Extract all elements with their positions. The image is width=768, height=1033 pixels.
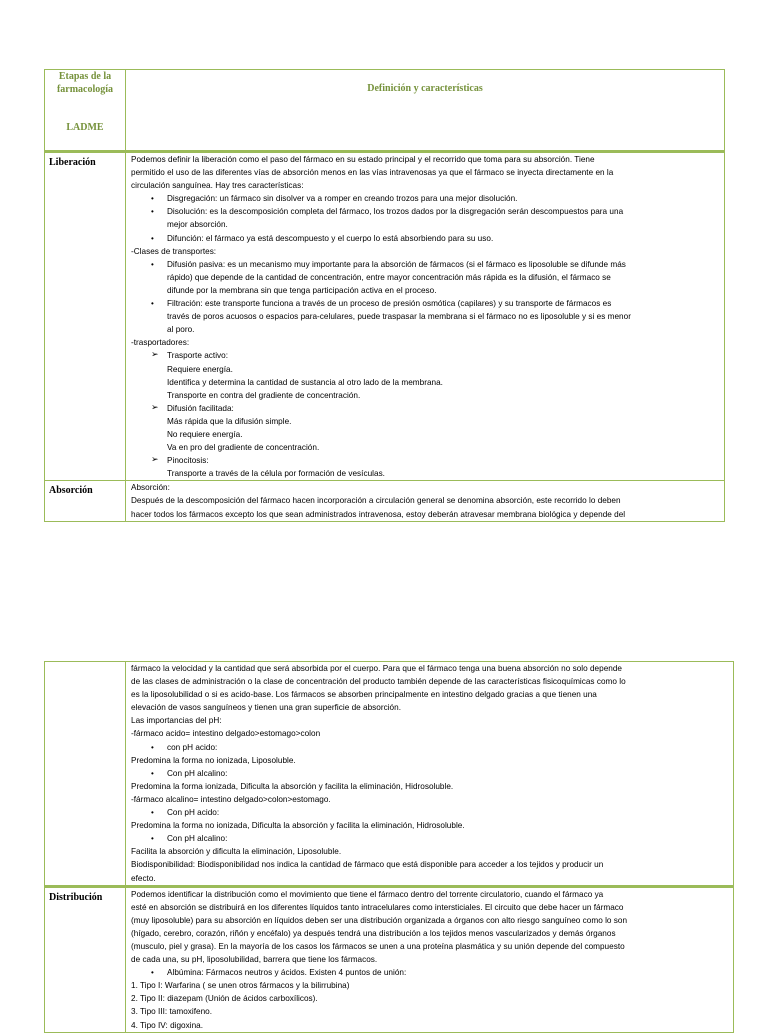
list-item: 4. Tipo IV: digoxina.	[131, 1020, 204, 1030]
bullet-continuation: difunde por la membrana sin que tenga participación activa en el proceso.	[167, 285, 437, 295]
distribucion-row	[45, 886, 734, 1032]
header-stage-cell	[45, 70, 126, 152]
bullet-continuation: al poro.	[167, 325, 195, 335]
arrow-continuation: Va en pro del gradiente de concentración.	[167, 443, 320, 453]
text-line: fármaco la velocidad y la cantidad que será absorbida por el cuerpo. Para que el fármaco tenga una buena absorción no solo depende	[131, 664, 622, 673]
text-line: (muy liposoluble) para su absorción en líquidos deben ser una distribución organizada a órganos con alto riesgo sanguíneo como lo son	[131, 915, 628, 925]
text-line: -Clases de transportes:	[131, 246, 217, 256]
text-line: Después de la descomposición del fármaco hacen incorporación a circulación general se denomina absorción, este recorrido lo deben	[131, 496, 621, 506]
text-line: de cada una, su pH, liposolubilidad, barrera que tiene los fármacos.	[131, 955, 378, 965]
text-line: Absorción:	[131, 483, 170, 493]
header-definition-cell	[126, 70, 725, 152]
bullet-item: • Con pH acido:	[131, 806, 729, 819]
text-line: -trasportadores:	[131, 338, 190, 348]
distribucion-content	[126, 886, 734, 1032]
page-1-table-wrapper	[44, 69, 722, 522]
text-line: de las clases de administración o la clase de concentración del producto también depende de las características fisicoquímicas como lo	[131, 677, 626, 687]
text-line: Las importancias del pH:	[131, 716, 222, 726]
row-label-absorcion: Absorción	[45, 481, 126, 521]
row-label-empty	[45, 662, 126, 887]
text-line: Predomina la forma no ionizada, Liposoluble.	[131, 755, 296, 765]
arrow-continuation: Más rápida que la difusión simple.	[167, 416, 292, 426]
bullet-item: • Difusión pasiva: es un mecanismo muy importante para la absorción de fármacos (si el fármaco es liposoluble se difunde más	[131, 258, 720, 271]
list-item: 3. Tipo III: tamoxifeno.	[131, 1007, 213, 1017]
arrow-continuation: No requiere energía.	[167, 429, 243, 439]
page-2-table-wrapper	[44, 661, 722, 1033]
row-label-distribucion: Distribución	[45, 886, 126, 1032]
text-line: Facilita la absorción y dificulta la eliminación, Liposoluble.	[131, 847, 342, 857]
list-item: 1. Tipo I: Warfarina ( se unen otros fármacos y la bilirrubina)	[131, 981, 350, 991]
text-line: permitido el uso de las diferentes vías de absorción menos en las vías intravenosas ya que el fármaco se inyecta directamente en la	[131, 168, 614, 178]
absorcion-row	[45, 481, 725, 521]
absorcion-continued-content	[126, 662, 734, 887]
arrow-continuation: Requiere energía.	[167, 364, 233, 374]
header-stage-line1: Etapas de la	[58, 71, 112, 82]
header-definition: Definición y características	[367, 83, 483, 94]
arrow-item: ➢ Trasporte activo:	[131, 349, 720, 362]
bullet-continuation: través de poros acuosos o espacios para-celulares, puede traspasar la membrana si el fármaco no es liposoluble y si es menor	[167, 312, 631, 322]
text-line: efecto.	[131, 873, 156, 883]
text-line: (hígado, cerebro, corazón, riñón y encéfalo) ya después tendrá una distribución a los tejidos menos vascularizados y demás órganos	[131, 928, 616, 938]
text-line: -fármaco alcalino= intestino delgado>colon>estomago.	[131, 794, 331, 804]
text-line: elevación de vasos sanguíneos y tienen una gran superficie de absorción.	[131, 703, 401, 713]
absorcion-content	[126, 481, 725, 521]
arrow-continuation: Identifica y determina la cantidad de sustancia al otro lado de la membrana.	[167, 377, 443, 387]
text-line: es la liposolubilidad o si es acido-base. Los fármacos se absorben principalmente en intestino delgado gracias a que tienen una	[131, 690, 597, 700]
bullet-item: • Disgregación: un fármaco sin disolver va a romper en creando trozos para una mejor disolución.	[131, 192, 720, 205]
text-line: Predomina la forma ionizada, Dificulta la absorción y facilita la eliminación, Hidrosoluble.	[131, 781, 454, 791]
liberacion-row	[45, 152, 725, 481]
bullet-item: • Con pH alcalino:	[131, 767, 729, 780]
list-item: 2. Tipo II: diazepam (Unión de ácidos carboxílicos).	[131, 994, 318, 1004]
text-line: hacer todos los fármacos excepto los que sean administrados intravenosa, estoy deberán atravesar membrana biológica y depende del	[131, 509, 626, 519]
row-label-liberacion: Liberación	[45, 152, 126, 481]
bullet-item: • Filtración: este transporte funciona a través de un proceso de presión osmótica (capilares) y su transporte de fármacos es	[131, 297, 720, 310]
arrow-continuation: Transporte en contra del gradiente de concentración.	[167, 390, 361, 400]
text-line: esté en absorción se distribuirá en los diferentes líquidos tanto intracelulares como intersticiales. El circuito que debe hacer un fármaco	[131, 902, 624, 912]
text-line: (musculo, piel y grasa). En la mayoría de los casos los fármacos se unen a una proteína plasmática y su unión depende del compuesto	[131, 941, 625, 951]
header-stage-line2: farmacología	[56, 84, 114, 95]
ladme-table-continued	[44, 661, 734, 1033]
ladme-table	[44, 69, 725, 522]
arrow-continuation: Transporte a través de la célula por formación de vesículas.	[167, 469, 385, 479]
bullet-continuation: mejor absorción.	[167, 220, 228, 230]
arrow-item: ➢ Pinocitosis:	[131, 454, 720, 467]
text-line: Podemos definir la liberación como el paso del fármaco en su estado principal y el recorrido que toma para su absorción. Tiene	[131, 155, 595, 164]
header-row	[45, 70, 725, 152]
text-line: -fármaco acido= intestino delgado>estomago>colon	[131, 729, 321, 739]
text-line: Podemos identificar la distribución como el movimiento que tiene el fármaco dentro del torrente circulatorio, cuando el fármaco ya	[131, 889, 604, 899]
arrow-item: ➢ Difusión facilitada:	[131, 402, 720, 415]
liberacion-content	[126, 152, 725, 481]
absorcion-continued-row	[45, 662, 734, 887]
text-line: circulación sanguínea. Hay tres características:	[131, 181, 304, 191]
bullet-item: • con pH acido:	[131, 741, 729, 754]
bullet-item: • Albúmina: Fármacos neutros y ácidos. Existen 4 puntos de unión:	[131, 966, 729, 979]
text-line: Predomina la forma no ionizada, Dificulta la absorción y facilita la eliminación, Hidrosoluble.	[131, 821, 465, 831]
bullet-item: • Con pH alcalino:	[131, 832, 729, 845]
text-line: Biodisponibilidad: Biodisponibilidad nos indica la cantidad de fármaco que está disponible para acceder a los tejidos y producir un	[131, 860, 604, 870]
bullet-item: • Difunción: el fármaco ya está descompuesto y el cuerpo lo está absorbiendo para su uso.	[131, 232, 720, 245]
bullet-continuation: rápido) que depende de la cantidad de concentración, entre mayor concentración más rápida es la difusión, el fármaco se	[167, 272, 611, 282]
header-ladme: LADME	[66, 122, 104, 133]
bullet-item: • Disolución: es la descomposición completa del fármaco, los trozos dados por la disgregación serán descompuestos para una	[131, 205, 720, 218]
